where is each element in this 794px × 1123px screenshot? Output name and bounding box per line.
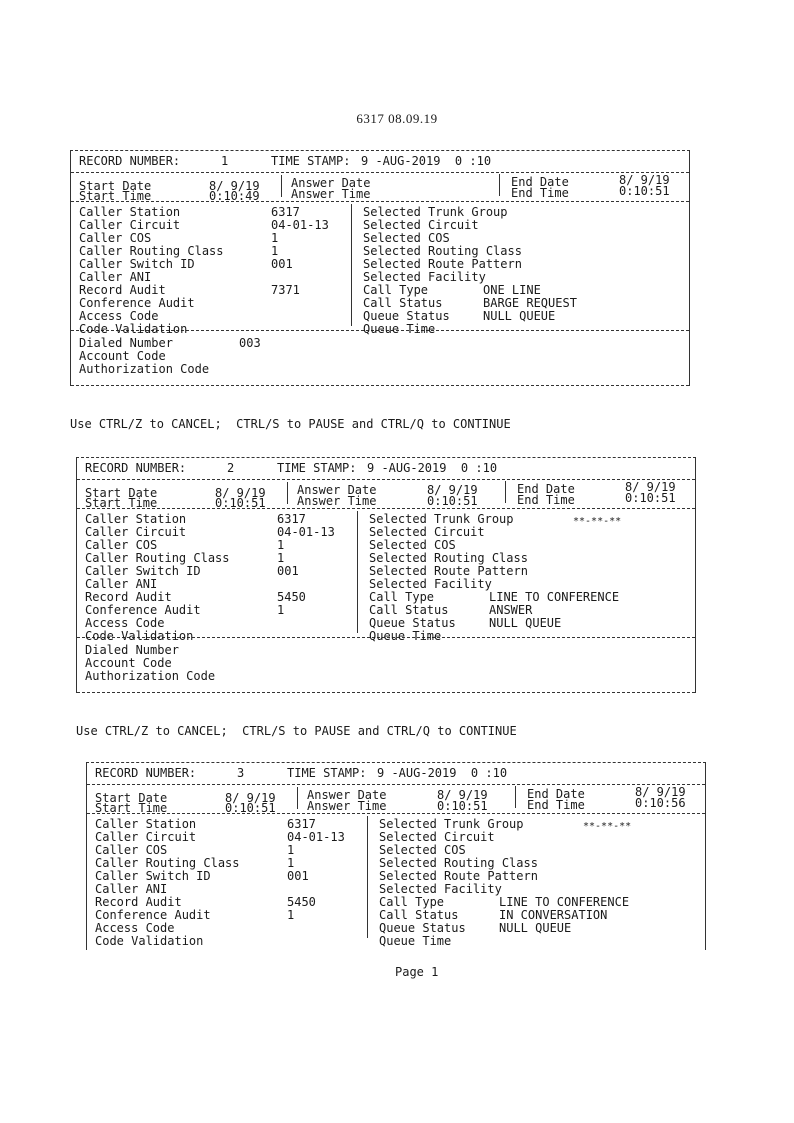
field-value	[499, 870, 629, 883]
end-time: 0:10:51	[625, 491, 676, 505]
dial-label: Account Code	[79, 349, 166, 363]
field-value: 1	[277, 538, 285, 552]
caller-values	[277, 513, 335, 643]
field-value	[271, 310, 329, 323]
field-label: Caller COS	[85, 538, 158, 552]
field-label: Conference Audit	[79, 296, 195, 310]
field-label: Access Code	[85, 616, 165, 630]
timestamp-value: 9 -AUG-2019 0 :10	[367, 461, 498, 475]
page-header: 6317 08.09.19	[356, 111, 438, 126]
timestamp-label: TIME STAMP:	[287, 766, 367, 780]
end-time-label: End Time	[511, 186, 569, 200]
field-value: 1	[277, 603, 285, 617]
field-value: BARGE REQUEST	[483, 296, 577, 310]
start-time-label: Start Time	[85, 496, 158, 510]
record-block	[86, 762, 706, 950]
field-label: Selected Trunk Group	[363, 205, 508, 219]
field-value	[483, 206, 577, 219]
field-value: 1	[287, 843, 295, 857]
field-label: Call Status	[369, 603, 449, 617]
end-date-label: End Date	[527, 787, 585, 801]
end-date: 8/ 9/19	[619, 173, 670, 187]
record-number: 2	[227, 461, 235, 475]
field-value	[499, 857, 629, 870]
field-label: Access Code	[79, 309, 159, 323]
field-value	[287, 935, 345, 948]
field-label: Code Validation	[95, 934, 204, 948]
divider	[357, 511, 358, 633]
field-label: Caller Routing Class	[95, 856, 240, 870]
field-label: Selected Circuit	[363, 218, 479, 232]
start-date-label: Start Date	[85, 486, 158, 500]
record-times	[87, 785, 705, 814]
field-label: Access Code	[95, 921, 175, 935]
field-label: Code Validation	[85, 629, 194, 643]
field-value: 5450	[277, 590, 306, 604]
record-header	[71, 151, 689, 173]
field-value: LINE TO CONFERENCE	[489, 590, 620, 604]
selected-values	[483, 206, 577, 336]
record-number-label: RECORD NUMBER:	[79, 154, 181, 168]
field-label: Caller Station	[79, 205, 181, 219]
dial-label: Authorization Code	[79, 362, 210, 376]
field-label: Queue Status	[363, 309, 450, 323]
record-times	[77, 480, 695, 509]
field-label: Caller Switch ID	[79, 257, 195, 271]
divider	[367, 816, 368, 938]
field-label: Selected Route Pattern	[379, 869, 538, 883]
field-label: Selected Facility	[379, 882, 502, 896]
field-value: 001	[277, 564, 299, 578]
record-number: 1	[221, 154, 229, 168]
field-label: Selected Routing Class	[379, 856, 538, 870]
field-value: 04-01-13	[287, 830, 345, 844]
dial-label: Dialed Number	[85, 643, 179, 657]
timestamp-label: TIME STAMP:	[271, 154, 351, 168]
dial-label: Authorization Code	[85, 669, 216, 683]
record-number: 3	[237, 766, 245, 780]
answer-date-label: Answer Date	[291, 176, 371, 190]
field-label: Call Type	[369, 590, 435, 604]
start-time-label: Start Time	[79, 189, 152, 203]
field-label: Caller Circuit	[95, 830, 197, 844]
caller-values	[287, 818, 345, 948]
caller-labels	[85, 513, 230, 643]
field-value: 5450	[287, 895, 316, 909]
field-value: 1	[277, 551, 285, 565]
field-value: 001	[271, 257, 293, 271]
field-value: IN CONVERSATION	[499, 908, 608, 922]
divider	[351, 204, 352, 326]
record-header	[77, 458, 695, 480]
end-time-label: End Time	[517, 493, 575, 507]
field-value: LINE TO CONFERENCE	[499, 895, 630, 909]
field-value	[489, 565, 619, 578]
field-label: Selected Trunk Group	[369, 512, 514, 526]
caller-labels	[95, 818, 240, 948]
field-label: Call Status	[363, 296, 443, 310]
divider	[499, 174, 500, 196]
field-value: NULL QUEUE	[489, 616, 562, 630]
dial-value: 003	[239, 336, 261, 350]
timestamp-value: 9 -AUG-2019 0 :10	[361, 154, 492, 168]
dial-section	[77, 638, 695, 693]
field-label: Conference Audit	[85, 603, 201, 617]
field-label: Queue Time	[363, 322, 436, 336]
field-label: Record Audit	[85, 590, 172, 604]
answer-time-label: Answer Time	[291, 187, 371, 201]
start-time: 0:10:49	[209, 189, 260, 203]
field-label: Selected COS	[379, 843, 466, 857]
field-value: ONE LINE	[483, 283, 541, 297]
circuit-mask: **-**-**	[573, 516, 622, 527]
field-value	[483, 245, 577, 258]
dial-row	[77, 670, 695, 683]
field-label: Selected Trunk Group	[379, 817, 524, 831]
record-header	[87, 763, 705, 785]
selected-values	[499, 818, 632, 948]
divider	[515, 786, 516, 808]
field-label: Caller Station	[85, 512, 187, 526]
field-label: Caller ANI	[95, 882, 168, 896]
field-label: Caller Switch ID	[95, 869, 211, 883]
record-number-label: RECORD NUMBER:	[95, 766, 197, 780]
field-label: Call Type	[363, 283, 429, 297]
dial-row	[71, 363, 689, 376]
answer-date: 8/ 9/19	[437, 788, 488, 802]
ctrl-instructions: Use CTRL/Z to CANCEL; CTRL/S to PAUSE and CTRL/Q to CONTINUE	[70, 417, 511, 431]
divider	[287, 482, 288, 504]
field-value	[489, 539, 619, 552]
end-date-label: End Date	[517, 482, 575, 496]
field-value: 1	[287, 856, 295, 870]
record-fields	[71, 202, 689, 336]
field-label: Selected Route Pattern	[363, 257, 522, 271]
field-label: Selected COS	[369, 538, 456, 552]
field-label: Selected COS	[363, 231, 450, 245]
answer-time-label: Answer Time	[307, 799, 387, 813]
field-label: Caller Circuit	[79, 218, 181, 232]
field-label: Caller Routing Class	[79, 244, 224, 258]
field-label: Caller Switch ID	[85, 564, 201, 578]
field-label: Selected Routing Class	[363, 244, 522, 258]
field-value	[483, 219, 577, 232]
field-value	[483, 232, 577, 245]
start-date: 8/ 9/19	[209, 179, 260, 193]
field-label: Caller COS	[79, 231, 152, 245]
field-value: NULL QUEUE	[483, 309, 556, 323]
start-date-label: Start Date	[79, 179, 152, 193]
record-number-label: RECORD NUMBER:	[85, 461, 187, 475]
field-value: 6317	[277, 512, 306, 526]
end-date: 8/ 9/19	[635, 785, 686, 799]
end-time: 0:10:56	[635, 796, 686, 810]
end-time-label: End Time	[527, 798, 585, 812]
field-value: 04-01-13	[277, 525, 335, 539]
field-label: Selected Facility	[363, 270, 486, 284]
answer-time-label: Answer Time	[297, 494, 377, 508]
start-time-label: Start Time	[95, 801, 168, 815]
field-label: Selected Facility	[369, 577, 492, 591]
field-value: 04-01-13	[271, 218, 329, 232]
record-fields	[87, 814, 705, 950]
divider	[505, 481, 506, 503]
dial-section	[71, 331, 689, 386]
ctrl-instructions: Use CTRL/Z to CANCEL; CTRL/S to PAUSE and CTRL/Q to CONTINUE	[76, 724, 517, 738]
field-value	[277, 617, 335, 630]
field-value: 6317	[271, 205, 300, 219]
start-date: 8/ 9/19	[215, 486, 266, 500]
end-time: 0:10:51	[619, 184, 670, 198]
start-date-label: Start Date	[95, 791, 168, 805]
field-label: Caller Routing Class	[85, 551, 230, 565]
field-value: NULL QUEUE	[499, 921, 572, 935]
field-label: Call Type	[379, 895, 445, 909]
field-label: Queue Status	[369, 616, 456, 630]
dial-label: Dialed Number	[79, 336, 173, 350]
record-block	[70, 150, 690, 386]
answer-time: 0:10:51	[427, 494, 478, 508]
field-label: Caller ANI	[85, 577, 158, 591]
field-value: ANSWER	[489, 603, 533, 617]
field-label: Conference Audit	[95, 908, 211, 922]
field-value: 1	[271, 231, 279, 245]
field-label: Selected Route Pattern	[369, 564, 528, 578]
field-label: Selected Circuit	[379, 830, 495, 844]
field-value	[483, 258, 577, 271]
circuit-mask: **-**-**	[583, 821, 632, 832]
caller-values	[271, 206, 329, 336]
answer-time: 0:10:51	[437, 799, 488, 813]
record-fields	[77, 509, 695, 643]
field-label: Caller COS	[95, 843, 168, 857]
start-date: 8/ 9/19	[225, 791, 276, 805]
field-value: 1	[271, 244, 279, 258]
field-label: Call Status	[379, 908, 459, 922]
answer-date-label: Answer Date	[297, 483, 377, 497]
field-value: 1	[287, 908, 295, 922]
field-value: 7371	[271, 283, 300, 297]
end-date: 8/ 9/19	[625, 480, 676, 494]
field-value: 001	[287, 869, 309, 883]
field-label: Code Validation	[79, 322, 188, 336]
field-label: Caller ANI	[79, 270, 152, 284]
selected-values	[489, 513, 622, 643]
field-label: Selected Circuit	[369, 525, 485, 539]
dial-label: Account Code	[85, 656, 172, 670]
field-label: Queue Time	[379, 934, 452, 948]
timestamp-label: TIME STAMP:	[277, 461, 357, 475]
field-value	[287, 922, 345, 935]
field-value	[499, 844, 629, 857]
start-time: 0:10:51	[215, 496, 266, 510]
answer-date: 8/ 9/19	[427, 483, 478, 497]
end-date-label: End Date	[511, 175, 569, 189]
field-label: Selected Routing Class	[369, 551, 528, 565]
divider	[281, 175, 282, 197]
field-label: Caller Circuit	[85, 525, 187, 539]
divider	[297, 787, 298, 809]
record-times	[71, 173, 689, 202]
field-label: Caller Station	[95, 817, 197, 831]
field-value	[499, 935, 629, 948]
field-value	[271, 297, 329, 310]
record-block	[76, 457, 696, 693]
timestamp-value: 9 -AUG-2019 0 :10	[377, 766, 508, 780]
field-label: Queue Time	[369, 629, 442, 643]
start-time: 0:10:51	[225, 801, 276, 815]
field-label: Record Audit	[79, 283, 166, 297]
answer-date-label: Answer Date	[307, 788, 387, 802]
field-label: Record Audit	[95, 895, 182, 909]
field-value: 6317	[287, 817, 316, 831]
page-number: Page 1	[395, 965, 439, 979]
field-value	[489, 552, 619, 565]
field-label: Queue Status	[379, 921, 466, 935]
caller-labels	[79, 206, 224, 336]
